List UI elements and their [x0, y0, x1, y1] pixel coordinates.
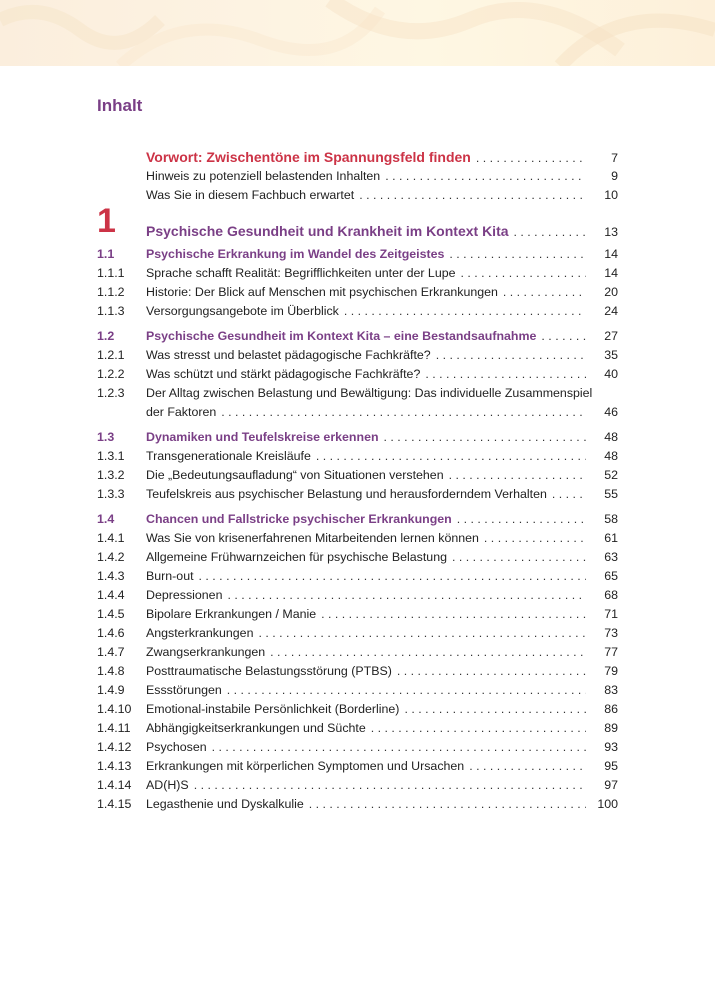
page-number: 48 — [604, 449, 618, 463]
page-number: 63 — [604, 550, 618, 564]
dot-leader — [552, 485, 586, 504]
dot-leader — [384, 428, 586, 447]
toc-entry[interactable] — [97, 264, 618, 283]
entry-number: 1.2.1 — [97, 348, 125, 362]
entry-body — [146, 738, 618, 757]
dot-leader — [457, 510, 586, 529]
entry-number: 1.4.10 — [97, 702, 132, 716]
entry-body — [146, 186, 618, 205]
page-number: 79 — [604, 664, 618, 678]
page-number: 24 — [604, 304, 618, 318]
entry-title: Transgenerationale Kreisläufe — [146, 449, 311, 463]
banner-pattern — [0, 0, 715, 66]
page-number: 14 — [604, 247, 618, 261]
entry-body — [146, 447, 618, 466]
page-number: 65 — [604, 569, 618, 583]
dot-leader — [258, 624, 586, 643]
page-number: 46 — [604, 405, 618, 419]
dot-leader — [514, 220, 586, 244]
toc-entry[interactable] — [97, 245, 618, 264]
page-number: 9 — [611, 169, 618, 183]
page-number: 73 — [604, 626, 618, 640]
toc-entry[interactable] — [97, 776, 618, 795]
page-title: Inhalt — [97, 96, 143, 115]
toc-entry[interactable] — [97, 384, 618, 422]
dot-leader — [371, 719, 586, 738]
entry-title: Was Sie in diesem Fachbuch erwartet — [146, 188, 355, 202]
entry-body — [146, 529, 618, 548]
entry-title: Legasthenie und Dyskalkulie — [146, 797, 304, 811]
entry-title: Versorgungsangebote im Überblick — [146, 304, 339, 318]
toc-entry[interactable] — [97, 202, 618, 243]
entry-number: 1.1.2 — [97, 285, 125, 299]
entry-title: Essstörungen — [146, 683, 222, 697]
dot-leader — [452, 548, 586, 567]
entry-body — [146, 662, 618, 681]
entry-number: 1.2 — [97, 329, 115, 343]
entry-body — [146, 700, 618, 719]
page-number: 20 — [604, 285, 618, 299]
entry-title: Angsterkrankungen — [146, 626, 254, 640]
toc-entry[interactable] — [97, 283, 618, 302]
entry-title: Abhängigkeitserkrankungen und Süchte — [146, 721, 366, 735]
entry-number: 1.1.1 — [97, 266, 125, 280]
page-number: 61 — [604, 531, 618, 545]
dot-leader — [541, 327, 586, 346]
entry-title: AD(H)S — [146, 778, 189, 792]
entry-title: Chancen und Fallstricke psychischer Erkrankungen — [146, 512, 452, 526]
entry-body — [146, 719, 618, 738]
page-number: 71 — [604, 607, 618, 621]
dot-leader — [503, 283, 586, 302]
entry-title: Psychische Gesundheit und Krankheit im Kontext Kita — [146, 223, 509, 239]
entry-number: 1.4 — [97, 512, 115, 526]
entry-number: 1.4.5 — [97, 607, 125, 621]
entry-title: Erkrankungen mit körperlichen Symptomen und Ursachen — [146, 759, 465, 773]
toc-entry[interactable] — [97, 719, 618, 738]
toc-entry[interactable] — [97, 510, 618, 529]
toc-entry[interactable] — [97, 738, 618, 757]
page-number: 10 — [604, 188, 618, 202]
entry-body — [146, 510, 618, 529]
entry-body — [146, 624, 618, 643]
entry-title: Zwangserkrankungen — [146, 645, 266, 659]
entry-number: 1.4.4 — [97, 588, 125, 602]
entry-title: Sprache schafft Realität: Begrifflichkeiten unter der Lupe — [146, 266, 456, 280]
dot-leader — [425, 365, 586, 384]
entry-number: 1.4.11 — [97, 721, 131, 735]
entry-body — [146, 795, 618, 814]
dot-leader — [436, 346, 586, 365]
entry-title: Psychosen — [146, 740, 207, 754]
page-number: 35 — [604, 348, 618, 362]
toc-entry[interactable] — [97, 662, 618, 681]
entry-number: 1.4.7 — [97, 645, 125, 659]
entry-body — [146, 264, 618, 283]
dot-leader — [227, 586, 586, 605]
entry-body — [146, 302, 618, 321]
dot-leader — [476, 149, 586, 168]
page-number: 77 — [604, 645, 618, 659]
entry-title: Historie: Der Blick auf Menschen mit psychischen Erkrankungen — [146, 285, 498, 299]
dot-leader — [404, 700, 586, 719]
toc-entry[interactable] — [97, 700, 618, 719]
dot-leader — [270, 643, 586, 662]
entry-title: Psychische Gesundheit im Kontext Kita – eine Bestandsaufnahme — [146, 329, 537, 343]
entry-title: Allgemeine Frühwarnzeichen für psychische Belastung — [146, 550, 447, 564]
entry-body — [146, 167, 618, 186]
page-number: 40 — [604, 367, 618, 381]
dot-leader — [199, 567, 586, 586]
toc-entry[interactable] — [97, 529, 618, 548]
entry-number: 1.4.1 — [97, 531, 125, 545]
entry-number: 1.1 — [97, 247, 115, 261]
entry-title: Emotional-instabile Persönlichkeit (Borderline) — [146, 702, 400, 716]
dot-leader — [309, 795, 586, 814]
toc-entry[interactable] — [97, 327, 618, 346]
entry-number: 1.1.3 — [97, 304, 125, 318]
entry-body — [146, 219, 618, 244]
toc-entry[interactable] — [97, 757, 618, 776]
entry-title: Teufelskreis aus psychischer Belastung und herausforderndem Verhalten — [146, 487, 547, 501]
header-banner — [0, 0, 715, 66]
page-number: 55 — [604, 487, 618, 501]
dot-leader — [227, 681, 586, 700]
toc-entry[interactable] — [97, 186, 618, 205]
table-of-contents — [97, 148, 618, 814]
page-number: 52 — [604, 468, 618, 482]
dot-leader — [316, 447, 586, 466]
toc-entry[interactable] — [97, 447, 618, 466]
entry-line — [146, 403, 618, 422]
dot-leader — [194, 776, 586, 795]
entry-body — [146, 428, 618, 447]
toc-entry[interactable] — [97, 795, 618, 814]
toc-entry[interactable] — [97, 346, 618, 365]
entry-title-continued: der Faktoren — [146, 405, 217, 419]
entry-body — [146, 466, 618, 485]
toc-entry[interactable] — [97, 365, 618, 384]
toc-entry[interactable] — [97, 586, 618, 605]
entry-title: Depressionen — [146, 588, 223, 602]
entry-number: 1.4.2 — [97, 550, 125, 564]
toc-entry[interactable] — [97, 148, 618, 167]
entry-number: 1.2.3 — [97, 386, 125, 400]
entry-body — [146, 776, 618, 795]
entry-title: Burn-out — [146, 569, 194, 583]
entry-number: 1.3.1 — [97, 449, 125, 463]
toc-entry[interactable] — [97, 485, 618, 504]
entry-body — [146, 567, 618, 586]
toc-entry[interactable] — [97, 466, 618, 485]
toc-entry[interactable] — [97, 605, 618, 624]
entry-body — [146, 757, 618, 776]
entry-title: Was schützt und stärkt pädagogische Fachkräfte? — [146, 367, 421, 381]
entry-body — [146, 643, 618, 662]
entry-body — [146, 681, 618, 700]
entry-number: 1.4.14 — [97, 778, 132, 792]
entry-number: 1.4.13 — [97, 759, 132, 773]
page-number: 68 — [604, 588, 618, 602]
toc-entry[interactable] — [97, 548, 618, 567]
entry-body — [146, 485, 618, 504]
dot-leader — [469, 757, 586, 776]
toc-entry[interactable] — [97, 167, 618, 186]
dot-leader — [321, 605, 586, 624]
entry-title: Was stresst und belastet pädagogische Fachkräfte? — [146, 348, 431, 362]
entry-title: Dynamiken und Teufelskreise erkennen — [146, 430, 379, 444]
entry-title: Posttraumatische Belastungsstörung (PTBS) — [146, 664, 392, 678]
entry-title: Der Alltag zwischen Belastung und Bewältigung: Das individuelle Zusammenspiel — [146, 386, 593, 400]
page-number: 86 — [604, 702, 618, 716]
toc-entry[interactable] — [97, 681, 618, 700]
entry-body — [146, 283, 618, 302]
entry-number: 1.4.3 — [97, 569, 125, 583]
entry-number: 1.3 — [97, 430, 115, 444]
entry-title: Die „Bedeutungsaufladung“ von Situationen verstehen — [146, 468, 444, 482]
entry-number: 1.3.2 — [97, 468, 125, 482]
toc-entry[interactable] — [97, 567, 618, 586]
entry-number: 1.4.15 — [97, 797, 132, 811]
entry-number: 1.4.6 — [97, 626, 125, 640]
entry-title: Was Sie von krisenerfahrenen Mitarbeitenden lernen können — [146, 531, 479, 545]
dot-leader — [461, 264, 587, 283]
page-number: 83 — [604, 683, 618, 697]
toc-entry[interactable] — [97, 643, 618, 662]
page-number: 58 — [604, 512, 618, 526]
entry-body — [146, 384, 618, 422]
page-number: 13 — [604, 225, 618, 239]
page-number: 93 — [604, 740, 618, 754]
entry-number: 1.4.8 — [97, 664, 125, 678]
entry-title: Hinweis zu potenziell belastenden Inhalten — [146, 169, 381, 183]
entry-title: Psychische Erkrankung im Wandel des Zeitgeistes — [146, 247, 445, 261]
dot-leader — [359, 186, 586, 205]
dot-leader — [397, 662, 586, 681]
page-number: 95 — [604, 759, 618, 773]
dot-leader — [212, 738, 586, 757]
toc-entry[interactable] — [97, 624, 618, 643]
dot-leader — [385, 167, 586, 186]
toc-entry[interactable] — [97, 428, 618, 447]
entry-body — [146, 586, 618, 605]
entry-number: 1.3.3 — [97, 487, 125, 501]
entry-body — [146, 148, 618, 168]
page-number: 97 — [604, 778, 618, 792]
dot-leader — [484, 529, 586, 548]
entry-number: 1.4.9 — [97, 683, 125, 697]
entry-body — [146, 605, 618, 624]
entry-body — [146, 346, 618, 365]
page-number: 48 — [604, 430, 618, 444]
dot-leader — [449, 245, 586, 264]
dot-leader — [344, 302, 586, 321]
entry-body — [146, 548, 618, 567]
entry-number: 1.4.12 — [97, 740, 132, 754]
dot-leader — [221, 403, 586, 422]
entry-title: Bipolare Erkrankungen / Manie — [146, 607, 317, 621]
dot-leader — [449, 466, 586, 485]
entry-body — [146, 365, 618, 384]
page-number: 7 — [611, 151, 618, 165]
page-number: 89 — [604, 721, 618, 735]
toc-entry[interactable] — [97, 302, 618, 321]
page-number: 27 — [604, 329, 618, 343]
entry-number: 1.2.2 — [97, 367, 125, 381]
chapter-number: 1 — [97, 202, 116, 240]
entry-body — [146, 245, 618, 264]
page-number: 14 — [604, 266, 618, 280]
page-number: 100 — [597, 797, 618, 811]
entry-body — [146, 327, 618, 346]
entry-title: Vorwort: Zwischentöne im Spannungsfeld finden — [146, 149, 471, 165]
